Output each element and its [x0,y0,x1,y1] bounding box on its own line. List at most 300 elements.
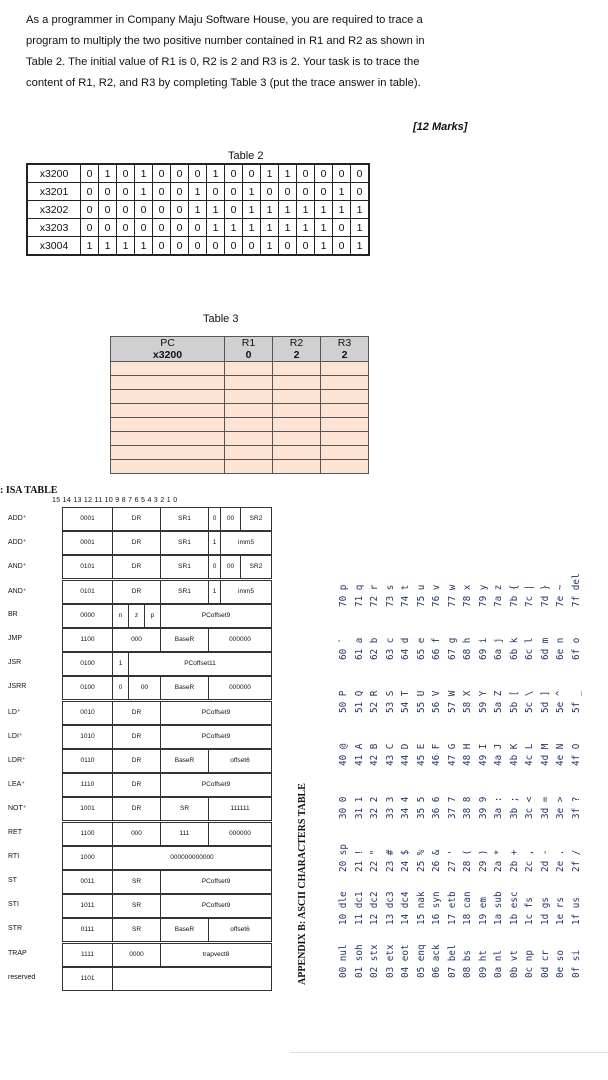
isa-field: PCoffset9 [201,732,231,740]
ascii-entry: 73 s [384,584,396,607]
ascii-entry: 05 enq [415,944,427,978]
ascii-entry: 48 H [462,743,473,766]
address-cell: x3201 [27,183,81,201]
ascii-entry: 6c l [524,637,535,660]
isa-field: PCoffset9 [201,611,231,619]
isa-opcode-name: RTI [8,852,20,860]
ascii-entry: 21 ! [353,849,365,872]
answer-cell[interactable] [321,376,369,390]
answer-cell[interactable] [273,418,321,432]
bit-cell: 0 [153,183,171,201]
ascii-entry: 57 W [446,690,458,713]
ascii-entry: 4e N [555,743,566,766]
isa-field: 0 [113,677,129,699]
bit-cell: 0 [297,164,315,183]
isa-field [113,968,271,990]
ascii-entry: 6e n [555,637,566,660]
ascii-entry: 72 r [369,584,380,607]
table2-row [27,219,369,237]
table2-row [27,201,369,219]
bit-cell: 1 [333,201,351,219]
bit-cell: 1 [351,201,370,219]
ascii-entry: 29 ) [477,849,489,872]
ascii-entry: 2a * [493,849,504,872]
answer-cell[interactable] [273,404,321,418]
isa-opcode-name: JMP [8,635,22,642]
bit-cell: 0 [351,164,370,183]
ascii-entry: 51 Q [353,690,365,713]
ascii-entry: 1c fs [524,897,535,925]
isa-row [0,822,280,846]
isa-fields [62,652,272,676]
bit-cell: 0 [297,183,315,201]
isa-opcode-name: ST [8,877,17,884]
ascii-entry: 0a nl [493,950,504,978]
bit-cell: 0 [297,237,315,256]
ascii-entry: 35 5 [415,796,427,819]
ascii-entry: 7f del [570,573,582,607]
ascii-entry: 40 @ [338,743,349,766]
isa-row [0,797,280,821]
answer-cell[interactable] [273,432,321,446]
ascii-entry: 30 0 [338,796,349,819]
answer-cell[interactable] [225,362,273,376]
bit-cell: 1 [333,183,351,201]
bit-cell: 0 [81,219,99,237]
ascii-entry: 6a j [493,637,504,660]
isa-opcode-name: ADD⁺ [8,515,27,522]
bit-cell: 1 [207,219,225,237]
ascii-entry: 7a z [493,584,504,607]
answer-cell[interactable] [321,460,369,474]
isa-row [0,604,280,628]
bit-cell: 1 [279,201,297,219]
answer-cell[interactable] [111,362,225,376]
isa-field: 000 [113,823,161,845]
answer-cell[interactable] [321,432,369,446]
isa-fields [62,894,272,918]
bit-cell: 0 [189,237,207,256]
isa-field: 1100 [63,629,113,651]
isa-field: PCoffset9 [201,781,231,789]
bit-cell: 1 [225,219,243,237]
isa-row [0,628,280,652]
isa-field: SR [161,798,209,820]
bit-cell: 1 [243,183,261,201]
answer-cell[interactable] [225,418,273,432]
ascii-entry: 38 8 [462,796,473,819]
ascii-entry: 63 c [384,637,396,660]
bit-cell: 0 [279,237,297,256]
ascii-entry: 06 ack [431,944,442,978]
intro-line: program to multiply the two positive number contained in R1 and R2 as shown in [26,35,425,47]
table2-row [27,237,369,256]
isa-field: DR [113,532,161,554]
ascii-entry: 70 p [338,584,349,607]
ascii-entry: 08 bs [462,950,473,978]
bit-cell: 0 [81,183,99,201]
isa-field: 1101 [63,968,113,990]
answer-cell[interactable] [225,446,273,460]
isa-opcode-name: TRAP [8,949,27,957]
isa-field: offset6 [230,757,250,764]
isa-opcode-name: AND⁺ [8,563,27,571]
table3-answer-row[interactable] [111,376,369,390]
answer-cell[interactable] [321,390,369,404]
isa-opcode-name: JSRR [8,683,27,691]
ascii-entry: 34 4 [400,796,411,819]
bit-cell: 1 [279,219,297,237]
bit-cell: 0 [225,237,243,256]
ascii-entry: 22 " [369,849,380,872]
isa-row [0,870,280,894]
answer-cell[interactable] [273,460,321,474]
isa-field: 0010 [63,702,113,724]
ascii-entry: 54 T [400,690,411,713]
isa-opcode-name: AND⁺ [8,587,27,595]
bit-cell: 0 [279,183,297,201]
ascii-entry: 4c L [524,743,535,766]
address-cell: x3202 [27,201,81,219]
ascii-entry: 0f si [570,950,582,978]
isa-field: 1 [113,653,129,675]
table2-caption: Table 2 [228,150,264,162]
answer-cell[interactable] [321,362,369,376]
isa-field: 0001 [63,532,113,554]
ascii-entry: 12 dc2 [369,891,380,925]
ascii-entry: 5a Z [493,690,504,713]
isa-field: DR [113,702,161,724]
ascii-entry: 68 h [462,637,473,660]
isa-field: 0100 [63,653,113,675]
ascii-entry: 49 I [477,743,489,766]
ascii-entry: 2e . [555,849,566,872]
ascii-entry: 01 soh [353,944,365,978]
bit-cell: 0 [135,219,153,237]
isa-field: imm5 [238,539,254,547]
isa-fields [62,797,272,821]
ascii-entry: 27 ' [446,849,458,872]
bit-cell: 0 [171,164,189,183]
answer-cell[interactable] [111,418,225,432]
isa-field: 00 [129,677,161,699]
ascii-entry: 74 t [400,584,411,607]
bit-cell: 1 [207,164,225,183]
isa-field: 0 [209,508,221,530]
ascii-entry: 3e > [555,796,566,819]
isa-opcode-name: NOT⁺ [8,805,27,813]
ascii-entry: 77 w [446,584,458,607]
isa-fields [62,918,272,942]
bit-cell: 0 [243,237,261,256]
bit-cell: 0 [261,183,279,201]
isa-field: 0 [209,556,221,578]
isa-opcode-name: ADD⁺ [8,539,27,547]
ascii-entry: 78 x [462,584,473,607]
ascii-entry: 15 nak [415,891,427,925]
ascii-entry: 37 7 [446,796,458,819]
table3-answer-row[interactable] [111,390,369,404]
isa-opcode-name: LD⁺ [8,708,21,716]
answer-cell[interactable] [321,404,369,418]
table2 [26,163,370,256]
isa-field: 1 [209,581,221,603]
ascii-entry: 11 dc1 [353,891,365,925]
isa-opcode-name: RET [8,828,22,836]
isa-fields [62,580,272,604]
ascii-table [298,560,588,990]
ascii-entry: 23 # [384,849,396,872]
isa-bit-numbers: 15 14 13 12 11 10 9 8 7 6 5 4 3 2 1 0 [52,497,178,504]
isa-field: SR2 [249,515,263,522]
isa-row [0,676,280,700]
table3-answer-row[interactable] [111,432,369,446]
isa-field: DR [113,774,161,796]
isa-row [0,943,280,967]
bit-cell: 0 [315,183,333,201]
bit-cell: 1 [117,237,135,256]
isa-field: offset6 [230,926,250,934]
isa-fields [62,846,272,870]
isa-field: p [145,605,161,627]
isa-field: 000000 [229,684,251,692]
table3-header-cell: R2 2 [273,337,321,362]
ascii-entry: 3c < [524,796,535,819]
isa-field: DR [113,798,161,820]
bit-cell: 1 [351,219,370,237]
isa-fields [62,870,272,894]
ascii-entry: 46 F [431,743,442,766]
bit-cell: 1 [297,201,315,219]
isa-fields [62,604,272,628]
ascii-entry: 6b k [508,637,520,660]
ascii-entry: 1d gs [539,897,551,925]
answer-cell[interactable] [111,432,225,446]
ascii-entry: 65 e [415,637,427,660]
bit-cell: 1 [135,164,153,183]
ascii-entry: 60 ` [338,637,349,660]
isa-row [0,507,280,531]
bit-cell: 1 [351,237,370,256]
ascii-entry: 24 $ [400,849,411,872]
bit-cell: 1 [261,237,279,256]
isa-fields [62,531,272,555]
isa-field: SR [113,895,161,917]
isa-fields [62,555,272,579]
bit-cell: 0 [153,237,171,256]
isa-field: trapvect8 [202,950,230,958]
bit-cell: 1 [135,237,153,256]
marks-label: [12 Marks] [413,121,468,133]
table2-row [27,164,369,183]
divider [290,1052,608,1053]
bit-cell: 0 [117,164,135,183]
ascii-entry: 79 y [477,584,489,607]
ascii-entry: 0b vt [508,950,520,978]
ascii-entry: 19 em [477,897,489,925]
isa-table-title: : ISA TABLE [0,485,58,496]
answer-cell[interactable] [225,390,273,404]
answer-cell[interactable] [273,376,321,390]
bit-cell: 0 [81,164,99,183]
isa-field: 1111 [63,944,113,966]
answer-cell[interactable] [111,460,225,474]
bit-cell: 1 [207,201,225,219]
isa-field: SR1 [161,556,209,578]
ascii-entry: 4d M [539,743,551,766]
address-cell: x3203 [27,219,81,237]
ascii-entry: 5b [ [508,690,520,713]
isa-field: 0000 [63,605,113,627]
isa-field: 0110 [63,750,113,772]
ascii-entry: 50 P [338,690,349,713]
bit-cell: 0 [99,219,117,237]
ascii-table-title: APPENDIX B: ASCII CHARACTERS TABLE [297,783,308,985]
isa-opcode-name: STR [8,925,22,933]
ascii-entry: 4f O [570,743,582,766]
isa-fields [62,507,272,531]
bit-cell: 1 [315,201,333,219]
bit-cell: 0 [153,201,171,219]
ascii-entry: 71 q [353,584,365,607]
ascii-entry: 28 ( [462,849,473,872]
answer-cell[interactable] [225,460,273,474]
ascii-entry: 59 Y [477,690,489,713]
ascii-entry: 31 1 [353,796,365,819]
table3-answer-row[interactable] [111,362,369,376]
answer-cell[interactable] [225,376,273,390]
isa-field: 000000 [229,829,251,837]
bit-cell: 1 [261,164,279,183]
ascii-entry: 67 g [446,637,458,660]
ascii-entry: 56 V [431,690,442,713]
isa-row [0,894,280,918]
answer-cell[interactable] [111,404,225,418]
ascii-entry: 3d = [539,796,551,819]
ascii-entry: 0d cr [539,950,551,978]
isa-field: 0000 [113,944,161,966]
ascii-entry: 25 % [415,849,427,872]
table3-header-cell: R1 0 [225,337,273,362]
ascii-entry: 32 2 [369,796,380,819]
ascii-entry: 03 etx [384,944,396,978]
table3-answer-row[interactable] [111,460,369,474]
answer-cell[interactable] [273,362,321,376]
table3-answer-row[interactable] [111,446,369,460]
bit-cell: 0 [117,219,135,237]
isa-field: SR1 [161,532,209,554]
isa-field: DR [113,581,161,603]
isa-field: 0101 [63,556,113,578]
answer-cell[interactable] [321,446,369,460]
isa-fields [62,701,272,725]
ascii-entry: 2d - [539,849,551,872]
ascii-entry: 5c \ [524,690,535,713]
ascii-entry: 26 & [431,849,442,872]
table3-caption: Table 3 [203,313,239,325]
ascii-entry: 20 sp [338,844,349,872]
bit-cell: 1 [297,219,315,237]
isa-field: PCoffset9 [201,902,231,910]
ascii-entry: 16 syn [431,891,442,925]
isa-field: DR [113,750,161,772]
bit-cell: 0 [225,201,243,219]
answer-cell[interactable] [321,418,369,432]
bit-cell: 0 [351,183,370,201]
bit-cell: 0 [243,164,261,183]
bit-cell: 0 [225,164,243,183]
isa-field: SR1 [161,581,209,603]
isa-opcode-name: BR [8,610,18,618]
isa-field: SR2 [249,563,263,571]
ascii-entry: 1b esc [508,891,520,925]
ascii-entry: 47 G [446,743,458,766]
isa-fields [62,628,272,652]
ascii-entry: 2f / [570,849,582,872]
answer-cell[interactable] [225,404,273,418]
isa-field: z [129,605,145,627]
isa-field: 000 [113,629,161,651]
ascii-entry: 55 U [415,690,427,713]
ascii-entry: 3f ? [570,796,582,819]
isa-row [0,555,280,579]
ascii-entry: 69 i [477,637,489,660]
bit-cell: 0 [99,183,117,201]
table3-answer-row[interactable] [111,404,369,418]
ascii-entry: 7e ~ [555,584,566,607]
question-text [26,10,496,94]
ascii-entry: 75 u [415,584,427,607]
bit-cell: 0 [171,219,189,237]
bit-cell: 0 [189,219,207,237]
isa-row [0,967,280,991]
ascii-entry: 7c | [524,584,535,607]
isa-fields [62,725,272,749]
ascii-entry: 3a : [493,796,504,819]
ascii-entry: 6d m [539,637,551,660]
answer-cell[interactable] [273,446,321,460]
ascii-entry: 5e ^ [555,690,566,713]
isa-field: 0011 [63,871,113,893]
answer-cell[interactable] [111,446,225,460]
ascii-entry: 76 v [431,584,442,607]
answer-cell[interactable] [111,390,225,404]
isa-field: 111 [161,823,209,845]
isa-opcode-name: LEA⁺ [8,781,25,789]
answer-cell[interactable] [225,432,273,446]
isa-field: 00 [221,508,241,530]
bit-cell: 1 [243,219,261,237]
isa-field: BaseR [161,750,209,772]
ascii-entry: 7b { [508,584,520,607]
table3-answer-row[interactable] [111,418,369,432]
isa-field: PCoffset9 [201,708,231,716]
bit-cell: 0 [171,183,189,201]
isa-field: SR1 [161,508,209,530]
isa-fields [62,676,272,700]
answer-cell[interactable] [273,390,321,404]
ascii-entry: 4a J [493,743,504,766]
table3-header-cell: R3 2 [321,337,369,362]
answer-cell[interactable] [111,376,225,390]
isa-field: 000000 [229,636,251,643]
bit-cell: 0 [189,164,207,183]
isa-field: 00 [221,556,241,578]
isa-opcode-name: LDR⁺ [8,757,26,764]
table2-row [27,183,369,201]
bit-cell: 1 [189,201,207,219]
isa-field: 0100 [63,677,113,699]
